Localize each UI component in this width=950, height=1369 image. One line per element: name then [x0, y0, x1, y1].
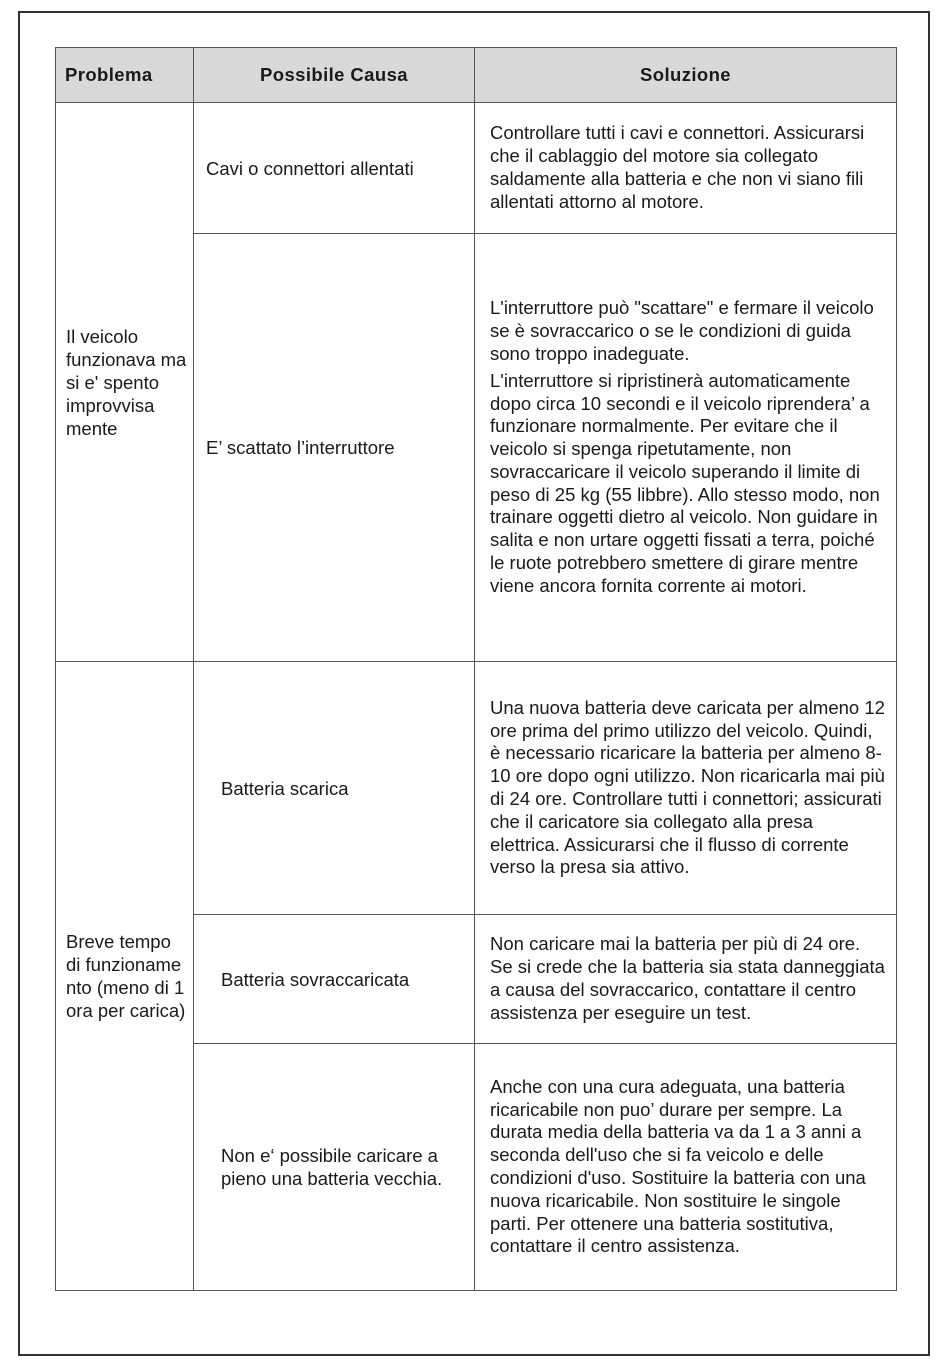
solution-cell — [475, 1044, 897, 1291]
header-cause: Possibile Causa — [194, 48, 475, 103]
cause-cell: Batteria scarica — [194, 662, 475, 915]
solution-text: L'interruttore può "scattare" e fermare il veicolo se è sovraccarico o se le condizioni di guida sono troppo inadeguate. — [490, 297, 874, 364]
table-header-row — [56, 48, 897, 103]
table-row — [56, 662, 897, 915]
cause-cell: Non e‘ possibile caricare a pieno una batteria vecchia. — [194, 1044, 475, 1291]
solution-cell — [475, 234, 897, 662]
cause-cell: E’ scattato l’interruttore — [194, 234, 475, 662]
troubleshooting-table — [55, 47, 897, 1291]
solution-text: L'interruttore si ripristinerà automaticamente dopo circa 10 secondi e il veicolo riprendera’ a funzionare normalmente. Per evitare che il veicolo si spenga ripetutamente, non sovraccaricare il veicolo superando il limite di peso di 25 kg (55 libbre). Allo stesso modo, non trainare oggetti dietro al veicolo. Non guidare in salita e non urtare oggetti fissati a terra, poiché le ruote potrebbero smettere di girare mentre viene ancora fornita corrente ai motori. — [490, 369, 880, 596]
table-row — [56, 103, 897, 234]
solution-cell — [475, 662, 897, 915]
solution-cell — [475, 915, 897, 1044]
solution-text: Non caricare mai la batteria per più di 24 ore. Se si crede che la batteria sia stata danneggiata a causa del sovraccarico, contattare il centro assistenza per eseguire un test. — [490, 933, 885, 1023]
problem-cell: Il veicolo funzionava ma si e' spento improvvisa mente — [56, 103, 194, 662]
solution-cell — [475, 103, 897, 234]
header-solution: Soluzione — [475, 48, 897, 103]
solution-text: Una nuova batteria deve caricata per almeno 12 ore prima del primo utilizzo del veicolo. Quindi, è necessario ricaricare la batteria per almeno 8-10 ore dopo ogni utilizzo. Non ricaricarla mai più di 24 ore. Controllare tutti i connettori; assicurati che il caricatore sia collegato alla presa elettrica. Assicurarsi che il flusso di corrente verso la presa sia attivo. — [490, 696, 885, 878]
problem-cell: Breve tempo di funzioname nto (meno di 1 ora per carica) — [56, 662, 194, 1291]
cause-cell: Batteria sovraccaricata — [194, 915, 475, 1044]
solution-text: Anche con una cura adeguata, una batteria ricaricabile non puo’ durare per sempre. La durata media della batteria va da 1 a 3 anni a seconda dell'uso che si fa veicolo e delle condizioni d'uso. Sostituire la batteria con una nuova ricaricabile. Non sostituire le singole parti. Per ottenere una batteria sostitutiva, contattare il centro assistenza. — [490, 1075, 866, 1257]
cause-cell: Cavi o connettori allentati — [194, 103, 475, 234]
solution-text: Controllare tutti i cavi e connettori. Assicurarsi che il cablaggio del motore sia collegato saldamente alla batteria e che non vi siano fili allentati attorno al motore. — [490, 122, 865, 212]
header-problem: Problema — [56, 48, 194, 103]
